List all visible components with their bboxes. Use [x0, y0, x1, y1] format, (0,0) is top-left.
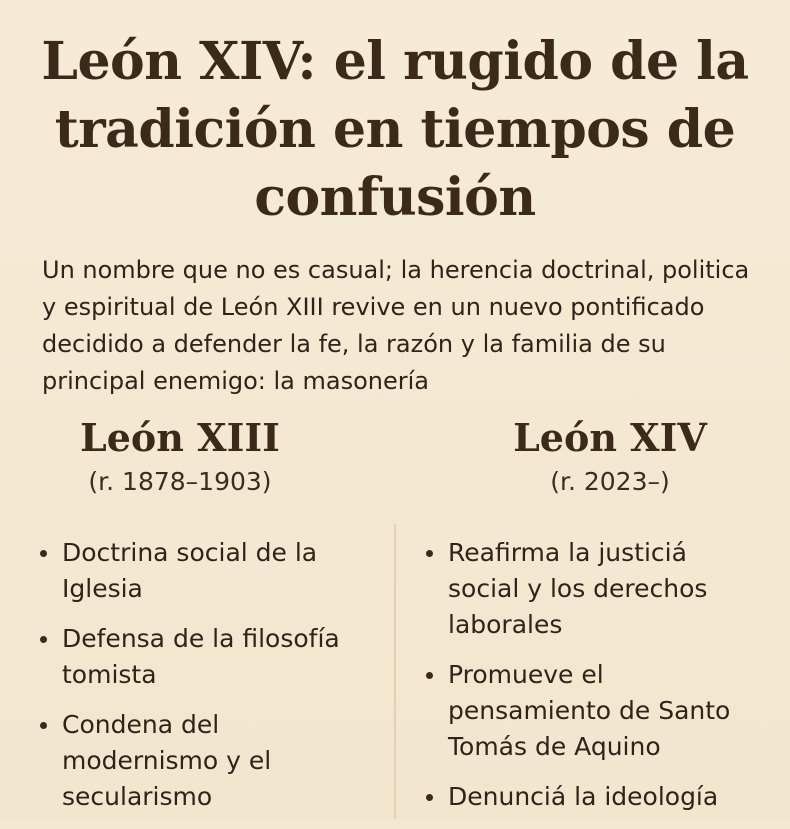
bullet-icon	[40, 550, 47, 557]
subtitle-paragraph: Un nombre que no es casual; la herencia doctrinal, politica y espiritual de León XIII revive en un nuevo pontificado decidido a defender la fe, la razón y la familia de su principal enemigo: la masonería	[42, 256, 750, 395]
bullet-icon	[426, 672, 433, 679]
list-item-text: Reafirma la justiciá social y los derechos laborales	[448, 538, 708, 639]
list-item-text: Denunciá la ideología	[448, 782, 719, 811]
list-item-text: Doctrina social de la Iglesia	[62, 538, 318, 603]
list-item	[426, 657, 766, 765]
bullet-icon	[426, 550, 433, 557]
list-item	[40, 535, 360, 607]
left-column-years: (r. 1878–1903)	[88, 467, 272, 496]
list-item	[40, 621, 360, 693]
list-item	[426, 779, 766, 815]
left-column-title: León XIII	[80, 415, 280, 460]
bullet-icon	[40, 722, 47, 729]
left-column-list	[40, 535, 360, 829]
bullet-icon	[426, 794, 433, 801]
list-item-text: Defensa de la filosofía tomista	[62, 624, 340, 689]
right-column-years: (r. 2023–)	[550, 467, 670, 496]
list-item-text: Promueve el pensamiento de Santo Tomás de Aquino	[448, 660, 731, 761]
column-divider	[394, 524, 396, 819]
right-column-list	[426, 535, 766, 829]
right-column-title: León XIV	[513, 415, 707, 460]
bullet-icon	[40, 636, 47, 643]
list-item	[426, 535, 766, 643]
page-title: León XIV: el rugido de la tradición en tiempos de confusión	[41, 31, 749, 228]
list-item-text: Condena del modernismo y el secularismo	[62, 710, 272, 811]
list-item	[40, 707, 360, 815]
